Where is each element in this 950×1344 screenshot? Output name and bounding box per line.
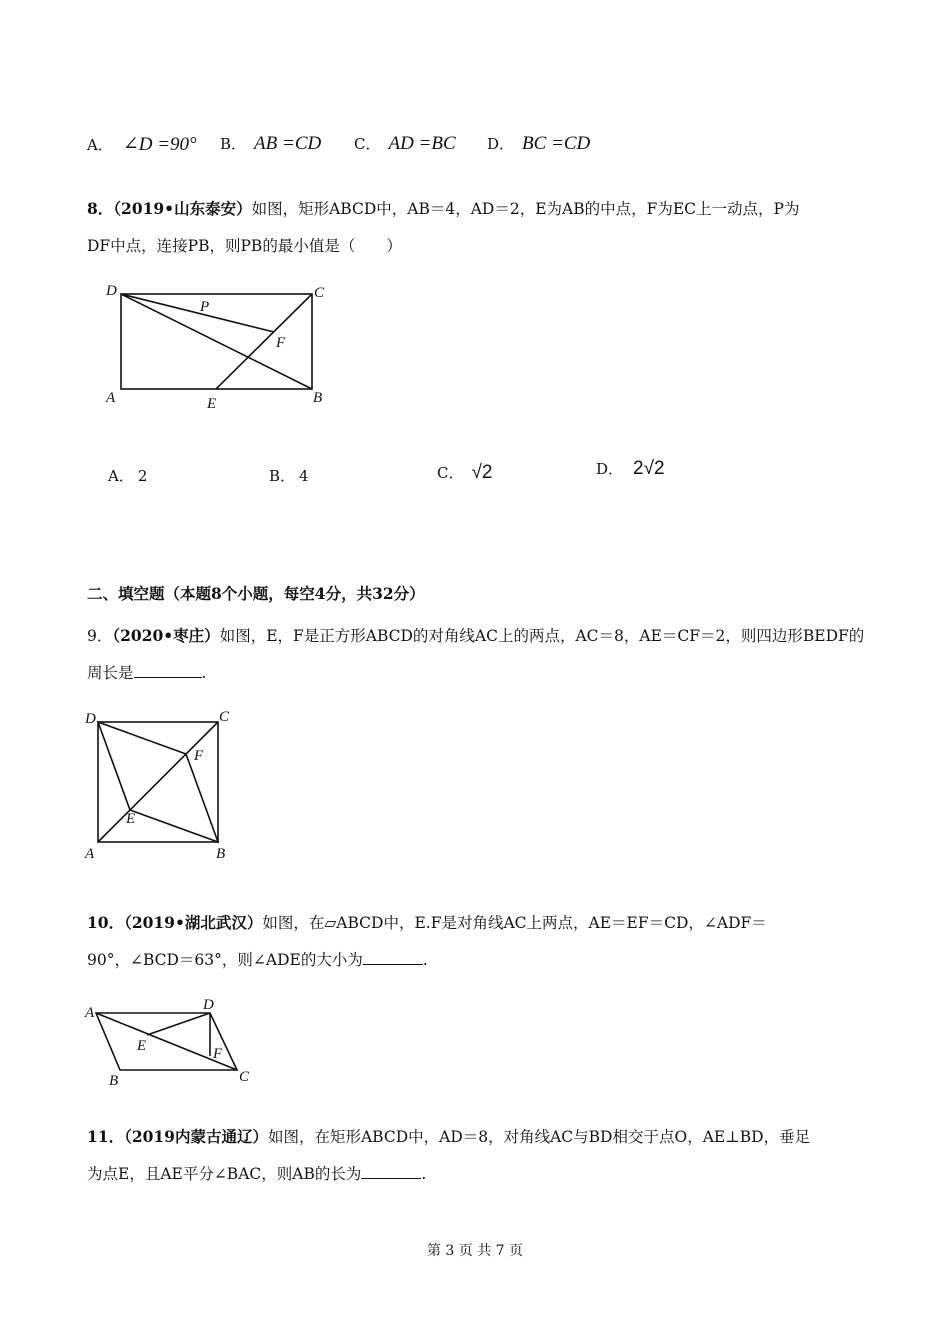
q8-option-b: B． 4 — [269, 467, 309, 485]
q8-segment-ec — [216, 294, 312, 389]
q8-segment-df — [121, 294, 274, 332]
q9-label-d: D — [85, 711, 96, 727]
q9-figure — [82, 706, 242, 866]
q9-answer-blank — [134, 663, 202, 678]
q8-option-a: A． 2 — [108, 467, 148, 485]
section-heading: 二、填空题（本题8个小题，每空4分，共32分） — [87, 584, 425, 603]
q7-option-a: A． ∠D =90° — [87, 134, 197, 155]
q10-label-d: D — [203, 997, 214, 1013]
q11-text: 11．（2019内蒙古通辽）如图，在矩形ABCD中，AD＝8，对角线AC与BD相交于点O，AE⊥BD，垂足 为点E，且AE平分∠BAC，则AB的长为 . — [87, 1127, 811, 1183]
page-footer: 第 3 页 共 7 页 — [426, 1243, 524, 1259]
q7-option-b: B． AB =CD — [220, 133, 322, 154]
q8-option-d: D． 2√2 — [596, 458, 665, 479]
q9-diagonal-ac — [98, 722, 218, 842]
q10-label-e: E — [137, 1038, 147, 1054]
q7-option-d: D． BC =CD — [487, 133, 591, 154]
q10-figure — [82, 992, 262, 1087]
q8-label-d: D — [106, 283, 117, 299]
q8-label-c: C — [314, 285, 325, 301]
q10-label-c: C — [239, 1069, 250, 1085]
q8-figure — [100, 278, 340, 413]
q8-text: 8．（2019•山东泰安）如图，矩形ABCD中，AB＝4，AD＝2，E为AB的中点，F为EC上一动点，P为 DF中点，连接PB，则PB的最小值是（ ） — [87, 199, 800, 255]
q10-answer-blank — [363, 950, 423, 965]
q11-answer-blank — [361, 1164, 421, 1179]
q8-label-e: E — [207, 396, 217, 412]
q9-label-b: B — [216, 846, 226, 862]
q10-label-a: A — [85, 1005, 95, 1021]
q8-label-b: B — [313, 390, 323, 406]
q10-text: 10．（2019•湖北武汉）如图，在▱ABCD中，E.F是对角线AC上两点，AE＝EF＝CD，∠ADF＝ 90°，∠BCD＝63°，则∠ADE的大小为 . — [87, 913, 767, 969]
q8-label-p: P — [200, 299, 210, 315]
q9-label-c: C — [219, 709, 230, 725]
q9-label-a: A — [85, 846, 95, 862]
q9-label-f: F — [194, 748, 204, 764]
q8-option-c: C． √2 — [437, 462, 493, 483]
q9-label-e: E — [126, 811, 136, 827]
q8-label-f: F — [276, 335, 286, 351]
q10-label-f: F — [213, 1046, 223, 1062]
q10-segment-de — [147, 1013, 210, 1035]
q7-option-c: C． AD =BC — [354, 133, 456, 154]
q9-text: 9．（2020•枣庄）如图，E，F是正方形ABCD的对角线AC上的两点，AC＝8，AE＝CF＝2，则四边形BEDF的 周长是 . — [87, 626, 865, 682]
q8-label-a: A — [106, 390, 116, 406]
q10-label-b: B — [109, 1073, 119, 1087]
